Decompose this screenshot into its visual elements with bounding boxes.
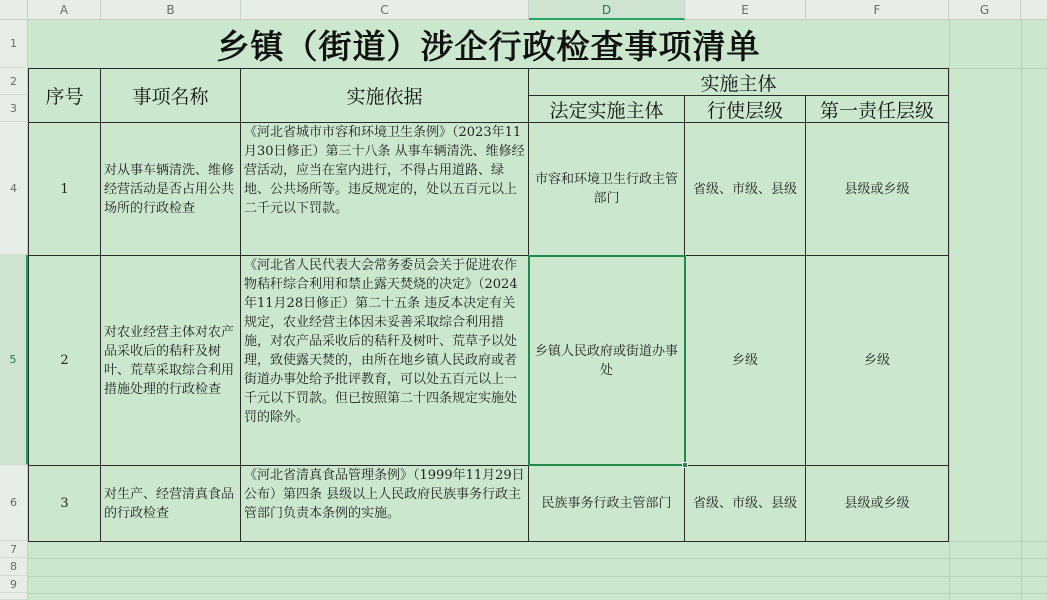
record-3-seq[interactable]: 3 <box>28 465 101 542</box>
row-header-8[interactable]: 8 <box>0 558 28 576</box>
row-header-4[interactable]: 4 <box>0 122 28 255</box>
column-header-f[interactable]: F <box>806 0 949 20</box>
record-2-first-resp[interactable]: 乡级 <box>805 255 949 466</box>
sheet-title[interactable]: 乡镇（街道）涉企行政检查事项清单 <box>216 26 761 66</box>
record-1-first-resp[interactable]: 县级或乡级 <box>805 122 949 256</box>
record-3-legal-subject[interactable]: 民族事务行政主管部门 <box>528 465 685 542</box>
header-level[interactable]: 行使层级 <box>684 95 806 123</box>
header-seq[interactable]: 序号 <box>28 68 101 123</box>
column-header-b[interactable]: B <box>101 0 241 20</box>
column-header-d[interactable]: D <box>529 0 685 20</box>
row-header-5[interactable]: 5 <box>0 255 28 465</box>
column-header-g[interactable]: G <box>949 0 1021 20</box>
column-header-e[interactable]: E <box>685 0 806 20</box>
record-2-legal-subject[interactable]: 乡镇人民政府或街道办事处 <box>528 255 685 466</box>
record-1-basis[interactable]: 《河北省城市市容和环境卫生条例》（2023年11月30日修正）第三十八条 从事车辆清洗、维修经营活动，应当在室内进行，不得占用道路、绿地、公共场所等。违反规定的，处以五百元以上二千元以下罚款。 <box>240 122 529 256</box>
record-2-name[interactable]: 对农业经营主体对农产品采收后的秸秆及树叶、荒草采取综合利用措施处理的行政检查 <box>100 255 241 466</box>
header-first-resp[interactable]: 第一责任层级 <box>805 95 949 123</box>
record-1-name[interactable]: 对从事车辆清洗、维修经营活动是否占用公共场所的行政检查 <box>100 122 241 256</box>
header-subject[interactable]: 实施主体 <box>528 68 949 96</box>
record-2-level[interactable]: 乡级 <box>684 255 806 466</box>
record-2-basis[interactable]: 《河北省人民代表大会常务委员会关于促进农作物秸秆综合利用和禁止露天焚烧的决定》（2024年11月28日修正）第二十五条 违反本决定有关规定，农业经营主体因未妥善采取综合利用措施，对农产品采收后的秸秆及树叶、荒草予以处理，致使露天焚的，由所在地乡镇人民政府或者街道办事处给予批评教育，可以处五百元以上一千元以下罚款。但已按照第二十四条规定实施处罚的除外。 <box>240 255 529 466</box>
row-header-3[interactable]: 3 <box>0 95 28 122</box>
row-header-10[interactable] <box>0 593 28 600</box>
header-basis[interactable]: 实施依据 <box>240 68 529 123</box>
header-legal-subject[interactable]: 法定实施主体 <box>528 95 685 123</box>
record-3-name[interactable]: 对生产、经营清真食品的行政检查 <box>100 465 241 542</box>
select-all-corner[interactable] <box>0 0 28 20</box>
record-1-legal-subject[interactable]: 市容和环境卫生行政主管部门 <box>528 122 685 256</box>
row-header-9[interactable]: 9 <box>0 576 28 593</box>
record-3-basis[interactable]: 《河北省清真食品管理条例》（1999年11月29日公布）第四条 县级以上人民政府民族事务行政主管部门负责本条例的实施。 <box>240 465 529 542</box>
record-3-level[interactable]: 省级、市级、县级 <box>684 465 806 542</box>
record-1-level[interactable]: 省级、市级、县级 <box>684 122 806 256</box>
row-header-6[interactable]: 6 <box>0 465 28 541</box>
column-header-c[interactable]: C <box>241 0 529 20</box>
row-header-2[interactable]: 2 <box>0 68 28 95</box>
header-item-name[interactable]: 事项名称 <box>100 68 241 123</box>
record-3-first-resp[interactable]: 县级或乡级 <box>805 465 949 542</box>
row-header-7[interactable]: 7 <box>0 541 28 558</box>
row-header-1[interactable]: 1 <box>0 20 28 68</box>
column-header-a[interactable]: A <box>28 0 101 20</box>
record-2-seq[interactable]: 2 <box>28 255 101 466</box>
column-header-h[interactable] <box>1021 0 1047 20</box>
fill-handle[interactable] <box>682 462 688 468</box>
record-1-seq[interactable]: 1 <box>28 122 101 256</box>
